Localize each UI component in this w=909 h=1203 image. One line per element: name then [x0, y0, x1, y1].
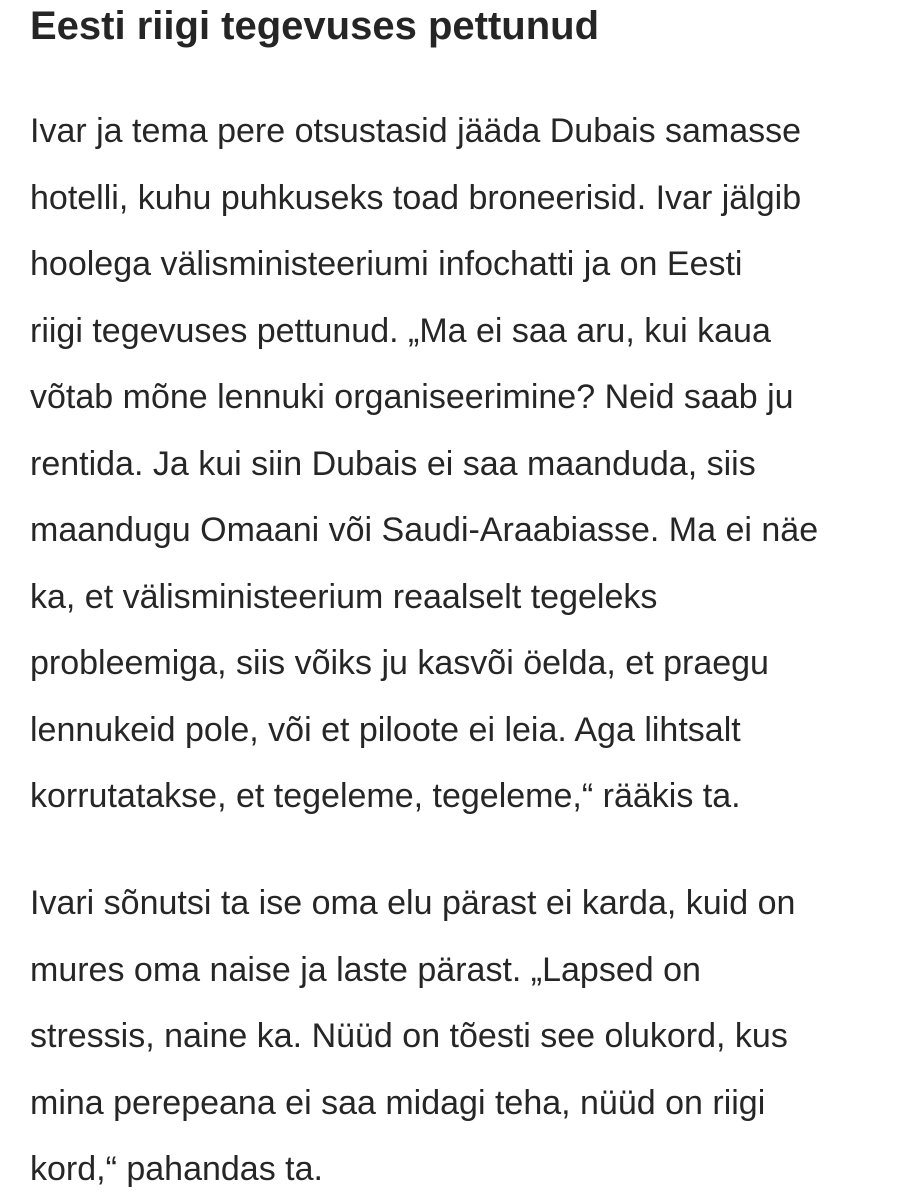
paragraph-line: hoolega välisministeeriumi infochatti ja on Eesti [30, 245, 743, 283]
article-paragraph-2 [30, 870, 795, 1203]
paragraph-line: lennukeid pole, või et piloote ei leia. Aga lihtsalt [30, 710, 741, 749]
article-paragraph-1 [30, 98, 818, 830]
paragraph-line: probleemiga, siis võiks ju kasvõi öelda, et praegu [30, 644, 769, 682]
paragraph-line: Ivari sõnutsi ta ise oma elu pärast ei karda, kuid on [30, 884, 796, 922]
paragraph-line: võtab mõne lennuki organiseerimine? Neid saab ju [30, 378, 794, 416]
paragraph-line: Ivar ja tema pere otsustasid jääda Dubais samasse [30, 112, 802, 150]
paragraph-line: mina perepeana ei saa midagi teha, nüüd on riigi [30, 1083, 766, 1122]
paragraph-line: stressis, naine ka. Nüüd on tõesti see olukord, kus [30, 1017, 788, 1055]
paragraph-line: kord,“ pahandas ta. [30, 1150, 323, 1188]
paragraph-line: korrutatakse, et tegeleme, tegeleme,“ rääkis ta. [30, 777, 741, 815]
paragraph-line: hotelli, kuhu puhkuseks toad broneerisid. Ivar jälgib [30, 178, 802, 217]
paragraph-line: rentida. Ja kui siin Dubais ei saa maanduda, siis [30, 444, 756, 483]
paragraph-line: maandugu Omaani või Saudi-Araabiasse. Ma ei näe [30, 511, 819, 549]
paragraph-line: mures oma naise ja laste pärast. „Lapsed on [30, 950, 701, 989]
paragraph-line: riigi tegevuses pettunud. „Ma ei saa aru, kui kaua [30, 311, 771, 350]
paragraph-line: ka, et välisministeerium reaalselt tegeleks [30, 577, 658, 616]
article-heading: Eesti riigi tegevuses pettunud [30, 4, 600, 48]
